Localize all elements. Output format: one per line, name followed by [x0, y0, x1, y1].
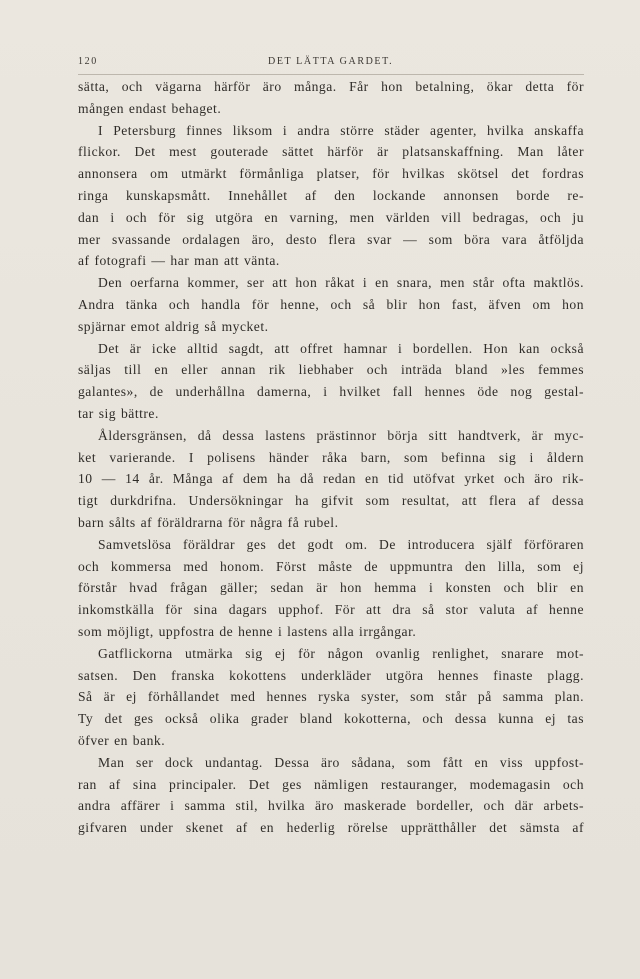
text-line: sätta, och vägarna härför äro många. Får hon betalning, ökar detta för: [78, 79, 584, 94]
paragraph-first-line: I Petersburg finnes liksom i andra större städer agenter, hvilka anskaffa: [98, 122, 584, 138]
text-line: mer svassande ordalagen äro, desto flera svar — som böra vara åtföljda: [78, 231, 584, 247]
text-line: ran af sina principaler. Det ges nämligen restauranger, modemagasin och: [78, 776, 584, 792]
text-line: Ty det ges också olika grader bland kokotterna, och dessa kunna ej tas: [78, 711, 584, 727]
text-line: annonsera om utmärkt förmånliga platser, för hvilkas skötsel det fordras: [78, 166, 584, 182]
paragraph-first-line: Samvetslösa föräldrar ges det godt om. De introducera själf förföraren: [98, 536, 584, 552]
text-line: tar sig bättre.: [78, 405, 159, 421]
text-line: och kommersa med honom. Först måste de uppmuntra den lilla, som ej: [78, 558, 584, 574]
paragraph-first-line: Det är icke alltid sagdt, att offret hamnar i bordellen. Hon kan också: [98, 340, 584, 356]
text-line: andra affärer i samma stil, hvilka äro maskerade bordeller, och där arbets-: [78, 798, 584, 814]
header-rule: [78, 74, 584, 75]
text-line: ringa kunskapsmått. Innehållet af den lockande annonsen borde re-: [78, 187, 584, 203]
text-line: öfver en bank.: [78, 732, 166, 748]
text-line: satsen. Den franska kokottens underkläder utgöra hennes finaste plagg.: [78, 667, 584, 683]
text-line: ket varierande. I polisens händer råka barn, som befinna sig i åldern: [78, 449, 584, 465]
running-title: DET LÄTTA GARDET.: [268, 56, 394, 67]
text-line: inkomstkälla för sina dagars upphof. För att dra så stor valuta af henne: [78, 602, 584, 618]
page-number: 120: [78, 56, 98, 67]
text-line: som möjligt, uppfostra de henne i lastens alla irrgångar.: [78, 623, 417, 639]
paragraph-first-line: Gatflickorna utmärka sig ej för någon ovanlig renlighet, snarare mot-: [98, 645, 584, 661]
text-line: barn sålts af föräldrarna för några få rubel.: [78, 514, 339, 530]
paragraph-first-line: Åldersgränsen, då dessa lastens prästinnor börja sitt handtverk, är myc-: [98, 427, 584, 443]
text-line: flickor. Det mest gouterade sättet härför är platsanskaffning. Man låter: [78, 144, 584, 160]
text-line: förstår hvad frågan gäller; sedan är hon hemma i konsten och blir en: [78, 580, 584, 596]
text-line: tigt durkdrifna. Undersökningar ha gifvit som resultat, att flera af dessa: [78, 493, 584, 509]
text-line: säljas till en eller annan rik liebhaber och inträda bland »les femmes: [78, 362, 584, 378]
text-line: galantes», de underhållna damerna, i hvilket fall hennes öde nog gestal-: [78, 384, 584, 400]
text-line: Andra tänka och handla för henne, och så blir hon fast, äfven om hon: [78, 296, 584, 312]
running-head: [78, 56, 584, 72]
text-line: mången endast behaget.: [78, 100, 222, 116]
text-line: Så är ej förhållandet med hennes ryska syster, som står på samma plan.: [78, 689, 584, 705]
text-line: gifvaren under skenet af en hederlig rörelse upprätthåller det sämsta af: [78, 820, 584, 836]
body-text: [78, 76, 584, 839]
text-line: dan i och för sig utgöra en varning, men världen vill bedragas, och ju: [78, 209, 584, 225]
paragraph-first-line: Man ser dock undantag. Dessa äro sådana, som fått en viss uppfost-: [98, 754, 584, 770]
paragraph-first-line: Den oerfarna kommer, ser att hon råkat i en snara, men står ofta maktlös.: [98, 275, 584, 291]
text-line: 10 — 14 år. Många af dem ha då redan en tid utöfvat yrket och äro rik-: [78, 471, 584, 487]
text-line: spjärnar emot aldrig så mycket.: [78, 318, 269, 334]
text-line: af fotografi — har man att vänta.: [78, 253, 280, 269]
